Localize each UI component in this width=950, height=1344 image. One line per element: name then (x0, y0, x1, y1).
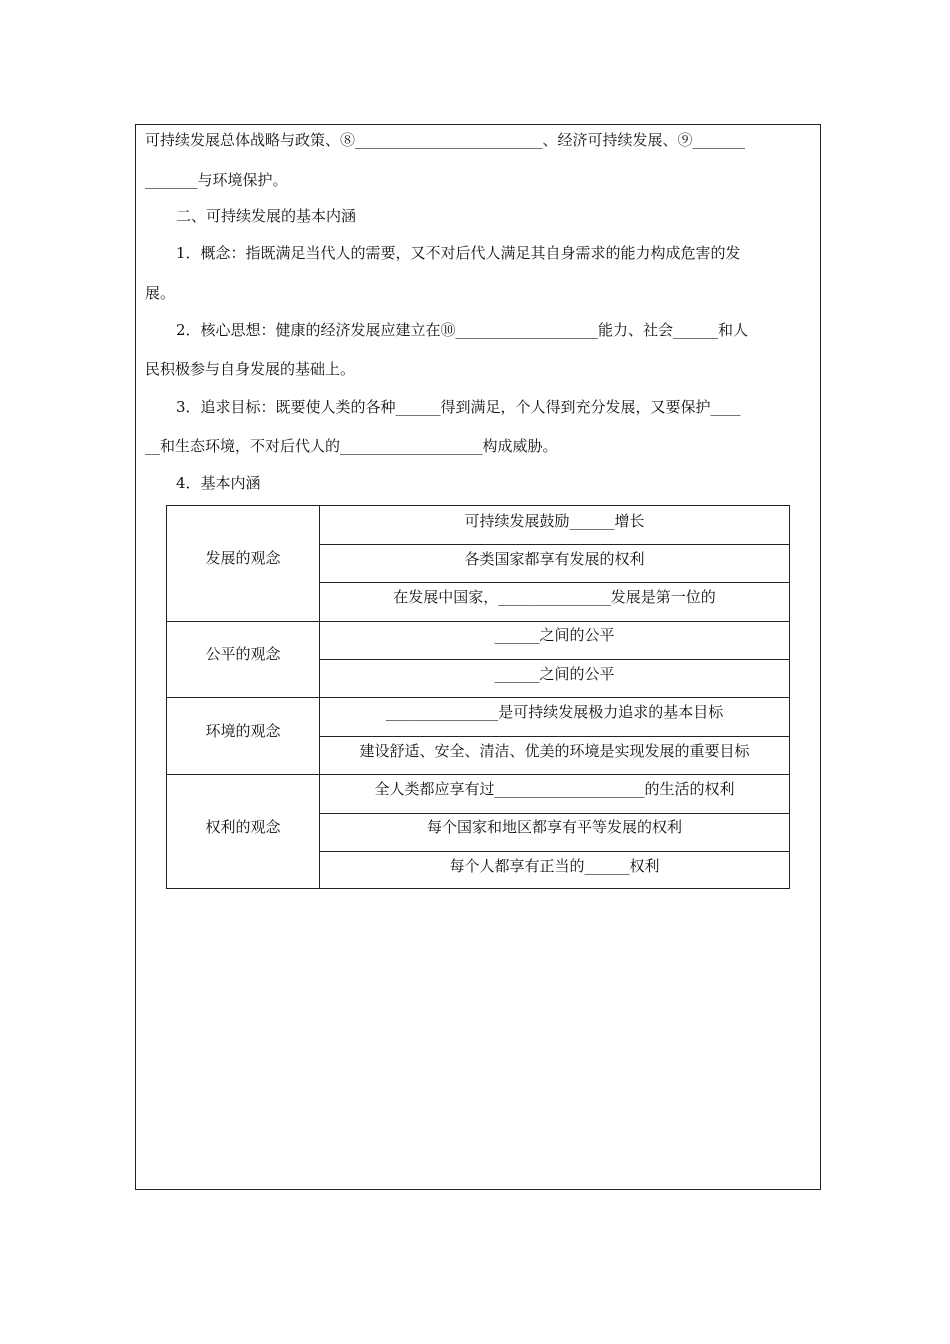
connotation-table (166, 505, 790, 889)
table-cell: 可持续发展鼓励______增长 (464, 512, 645, 530)
table-group-divider (167, 621, 789, 622)
category-development: 发展的观念 (205, 549, 281, 567)
table-row-divider (319, 544, 789, 545)
table-cell: _______________是可持续发展极力追求的基本目标 (385, 703, 724, 721)
table-row-divider (319, 582, 789, 583)
table-cell: 各类国家都享有发展的权利 (464, 550, 645, 568)
table-cell: 每个人都享有正当的______权利 (449, 857, 660, 875)
table-group-divider (167, 774, 789, 775)
table-group-divider (167, 697, 789, 698)
table-cell: 在发展中国家，_______________发展是第一位的 (393, 588, 716, 606)
table-row-divider (319, 851, 789, 852)
text-line-2: _______与环境保护。 (145, 171, 288, 189)
core-idea-line-2: 民积极参与自身发展的基础上。 (145, 360, 356, 378)
table-cell: 全人类都应享有过____________________的生活的权利 (374, 780, 735, 798)
concept-line-1: 1．概念：指既满足当代人的需要，又不对后代人满足其自身需求的能力构成危害的发 (176, 244, 741, 262)
basic-content-heading: 4．基本内涵 (176, 474, 261, 492)
table-cell: 建设舒适、安全、清洁、优美的环境是实现发展的重要目标 (359, 742, 750, 760)
category-rights: 权利的观念 (205, 818, 281, 836)
table-row-divider (319, 659, 789, 660)
goal-line-1: 3．追求目标：既要使人类的各种______得到满足，个人得到充分发展，又要保护____ (176, 398, 741, 416)
table-cell: 每个国家和地区都享有平等发展的权利 (426, 818, 682, 836)
table-row-divider (319, 813, 789, 814)
table-cell: ______之间的公平 (494, 665, 615, 683)
category-fairness: 公平的观念 (205, 645, 281, 663)
concept-line-2: 展。 (145, 284, 176, 302)
section-heading: 二、可持续发展的基本内涵 (176, 207, 357, 225)
goal-line-2: __和生态环境，不对后代人的___________________构成威胁。 (145, 437, 558, 455)
core-idea-line-1: 2．核心思想：健康的经济发展应建立在⑩___________________能力、社会______和人 (176, 321, 749, 339)
text-line-1: 可持续发展总体战略与政策、⑧_________________________、经济可持续发展、⑨_______ (145, 131, 746, 149)
table-cell: ______之间的公平 (494, 626, 615, 644)
category-environment: 环境的观念 (205, 722, 281, 740)
table-row-divider (319, 736, 789, 737)
